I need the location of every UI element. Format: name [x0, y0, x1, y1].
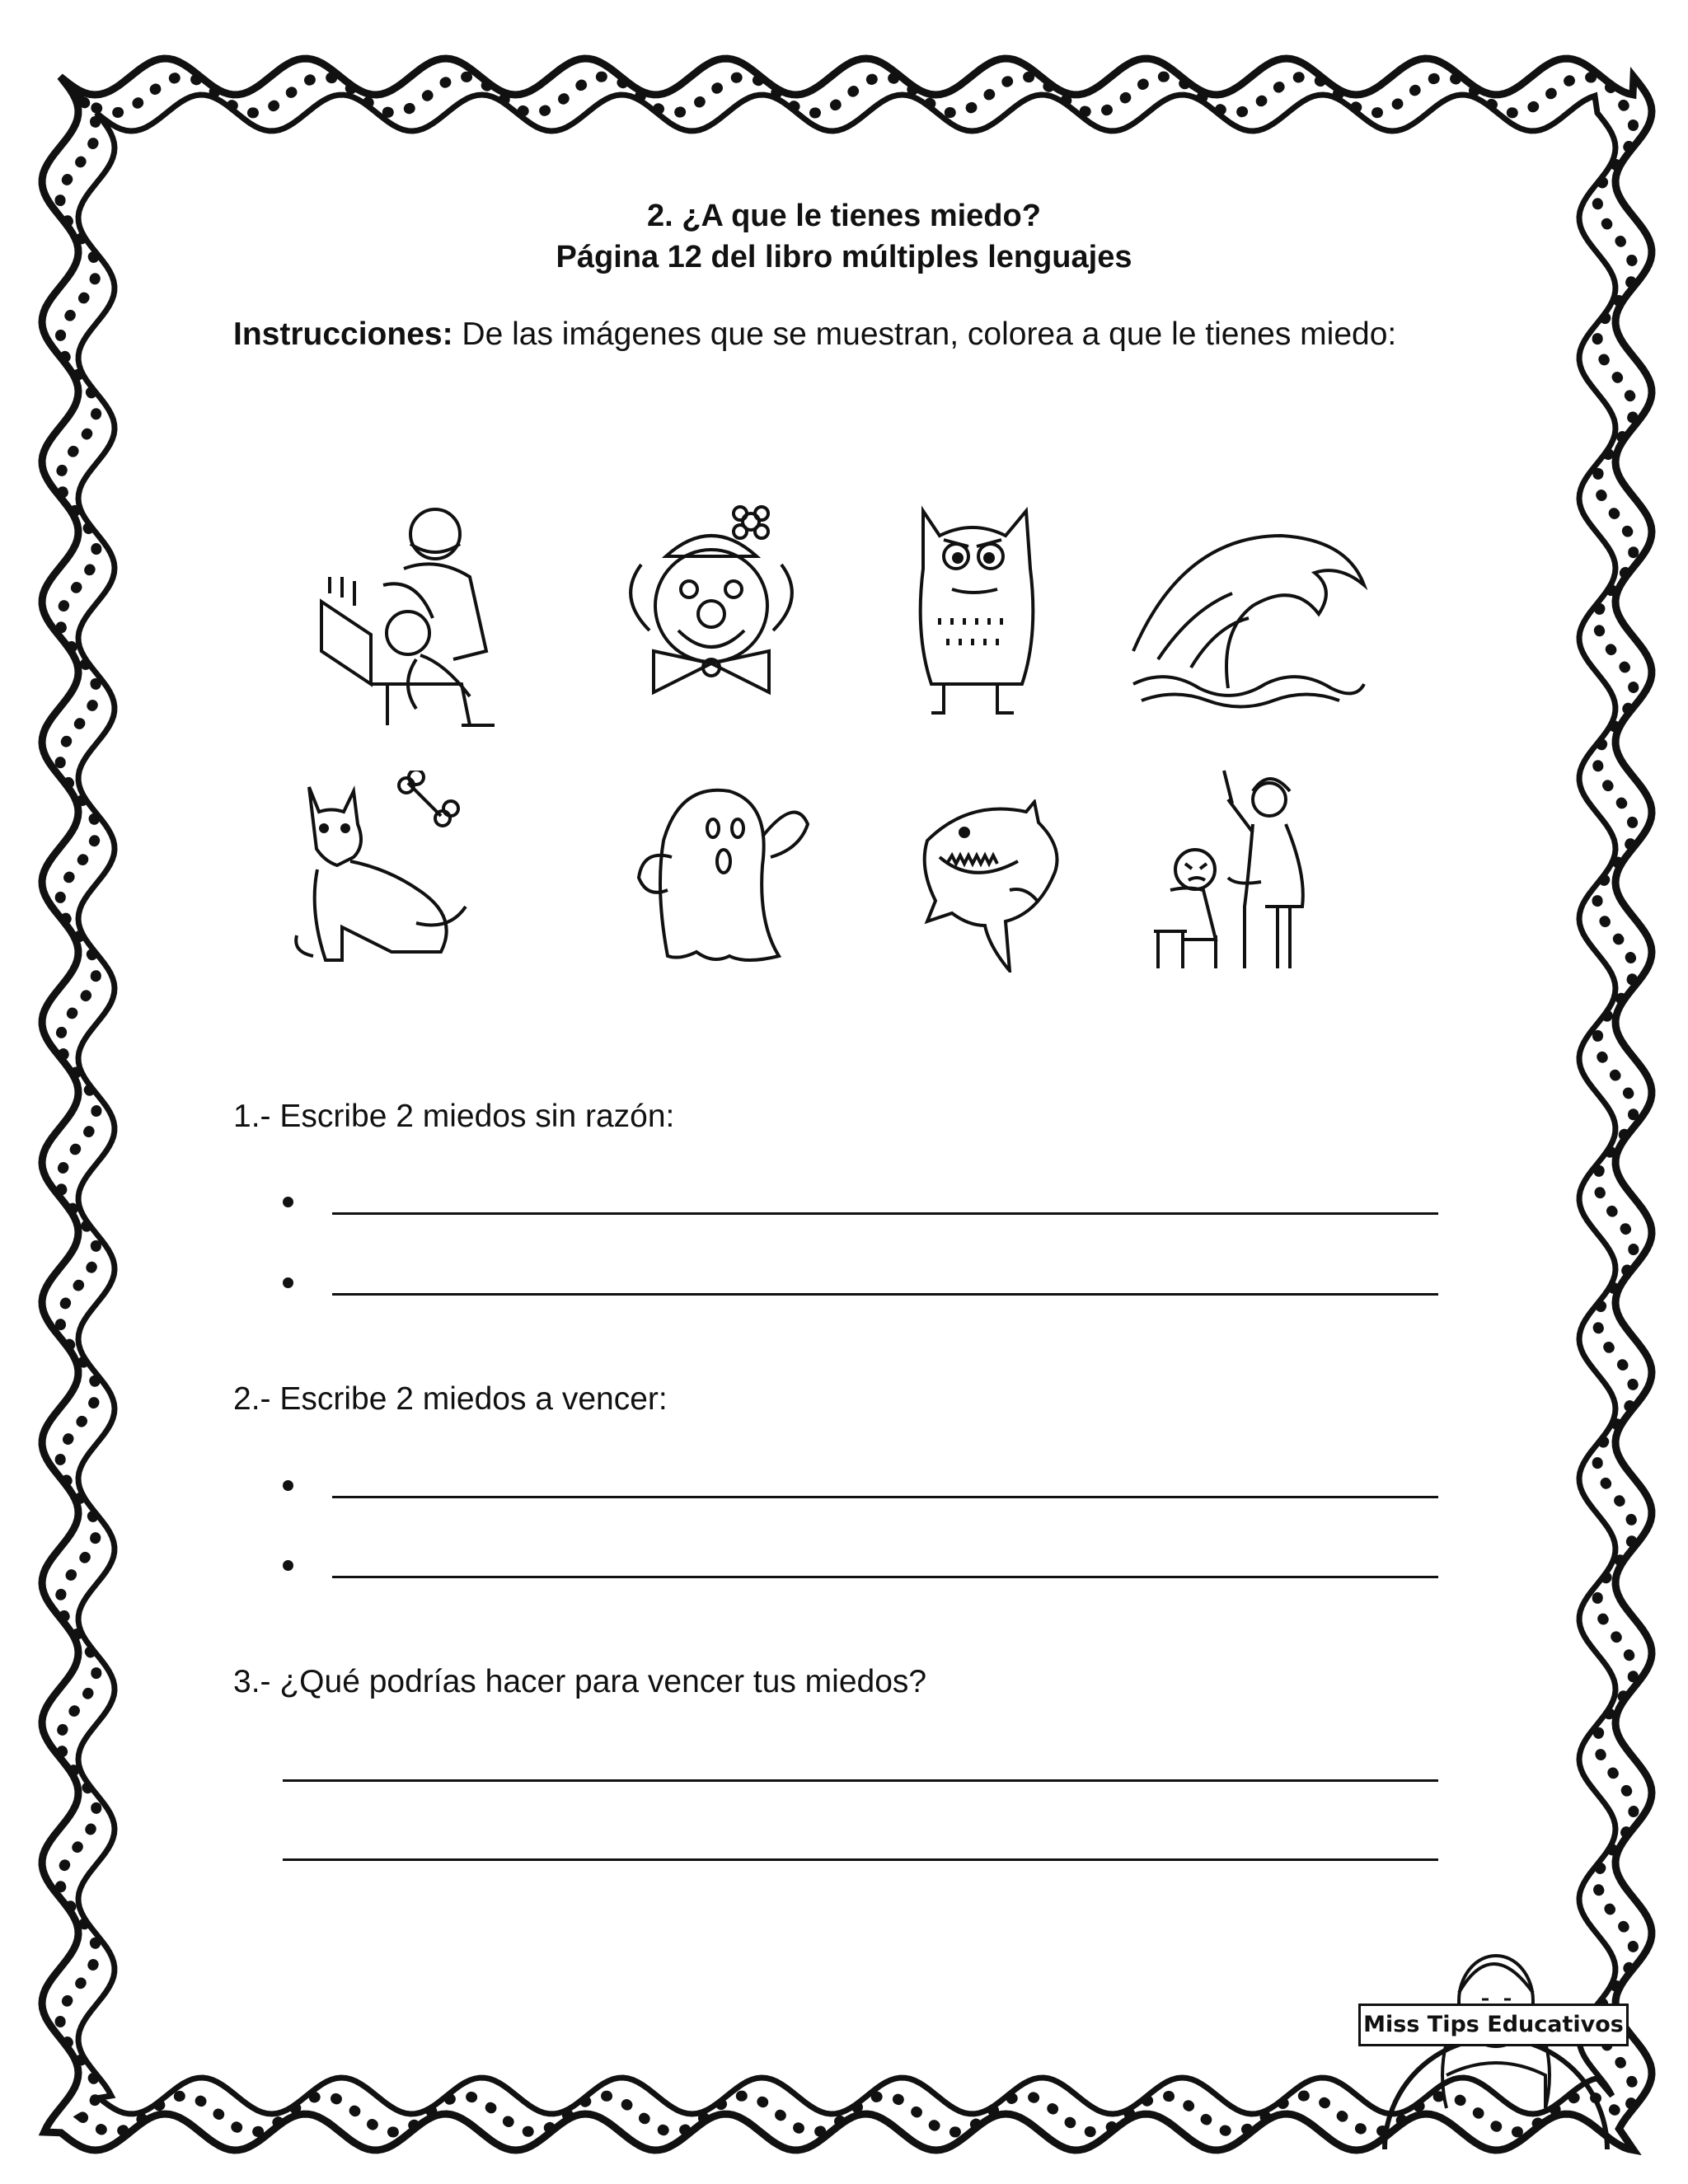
dentist-icon [272, 494, 528, 729]
bullet [283, 1197, 293, 1207]
worksheet-title: 2. ¿A que le tienes miedo? [647, 199, 1041, 233]
logo-text: Miss Tips Educativos [1358, 2004, 1629, 2046]
answer-line[interactable] [332, 1212, 1438, 1215]
dog-with-bone-icon [284, 771, 474, 968]
question-2: 2.- Escribe 2 miedos a vencer: [233, 1381, 668, 1417]
question-3: 3.- ¿Qué podrías hacer para vencer tus miedos? [233, 1664, 927, 1699]
answer-line[interactable] [332, 1576, 1438, 1578]
monster-icon [907, 494, 1043, 721]
bullet [283, 1480, 293, 1491]
answer-line[interactable] [332, 1293, 1438, 1296]
instructions-text: De las imágenes que se muestran, colorea a que le tienes miedo: [452, 316, 1397, 352]
answer-line[interactable] [283, 1779, 1438, 1782]
worksheet-subtitle: Página 12 del libro múltiples lenguajes [556, 240, 1132, 274]
instructions [233, 316, 1437, 354]
instructions-label: Instrucciones: [233, 316, 453, 352]
question-1: 1.- Escribe 2 miedos sin razón: [233, 1099, 675, 1134]
ghost-icon [626, 775, 816, 972]
shark-icon [919, 799, 1063, 972]
answer-line[interactable] [332, 1496, 1438, 1498]
wave-icon [1125, 527, 1376, 709]
bullet [283, 1277, 293, 1288]
doctor-injection-icon [1146, 766, 1348, 972]
bullet [283, 1560, 293, 1571]
clown-icon [617, 499, 806, 701]
answer-line[interactable] [283, 1858, 1438, 1861]
